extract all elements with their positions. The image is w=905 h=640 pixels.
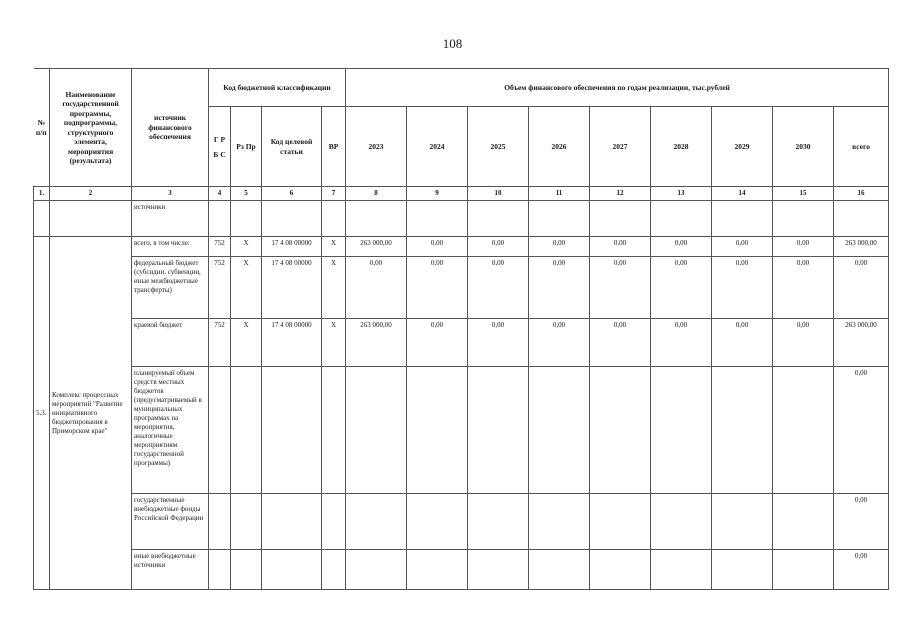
value-cell: 0,00 xyxy=(651,237,712,257)
header-vr: ВР xyxy=(322,107,346,187)
header-volume: Объем финансового обеспечения по годам реализации, тыс.рублей xyxy=(346,69,889,107)
column-number: 9 xyxy=(407,187,468,201)
grbs-cell: 752 xyxy=(209,319,231,367)
source-cell: всего, в том числе: xyxy=(132,237,209,257)
column-number: 10 xyxy=(468,187,529,201)
header-year-2027: 2027 xyxy=(590,107,651,187)
value-cell: 0,00 xyxy=(712,237,773,257)
header-no: № п/п xyxy=(34,69,50,187)
value-cell: 263 000,00 xyxy=(346,319,407,367)
column-number: 8 xyxy=(346,187,407,201)
vr-cell: X xyxy=(322,257,346,319)
column-number: 5 xyxy=(231,187,262,201)
header-year-2023: 2023 xyxy=(346,107,407,187)
table-row xyxy=(34,494,889,550)
column-number: 6 xyxy=(262,187,322,201)
vr-cell: X xyxy=(322,319,346,367)
value-cell: 263 000,00 xyxy=(346,237,407,257)
source-cell: иные внебюджетные источники xyxy=(132,550,209,590)
event-number: 5.3. xyxy=(34,237,50,590)
budget-table xyxy=(33,68,889,590)
value-cell: 0,00 xyxy=(590,319,651,367)
value-cell: 0,00 xyxy=(407,319,468,367)
value-cell: 0,00 xyxy=(773,319,834,367)
column-number: 14 xyxy=(712,187,773,201)
event-name: Комплекс процессных мероприятий "Развитие инициативного бюджетирования в Приморском крае" xyxy=(50,237,132,590)
grbs-cell: 752 xyxy=(209,257,231,319)
rzpr-cell: X xyxy=(231,319,262,367)
table-row xyxy=(34,257,889,319)
header-source: источник финансового обеспечения xyxy=(132,69,209,187)
page-number: 108 xyxy=(442,36,463,51)
header-year-2028: 2028 xyxy=(651,107,712,187)
source-cell: источники xyxy=(132,201,209,237)
header-target: Код целевой статьи xyxy=(262,107,322,187)
header-total: всего xyxy=(834,107,889,187)
header-year-2030: 2030 xyxy=(773,107,834,187)
table-row xyxy=(34,319,889,367)
column-number: 4 xyxy=(209,187,231,201)
total-cell: 263 000,00 xyxy=(834,319,889,367)
header-year-2029: 2029 xyxy=(712,107,773,187)
header-year-2024: 2024 xyxy=(407,107,468,187)
value-cell: 0,00 xyxy=(712,257,773,319)
table-row xyxy=(34,237,889,257)
column-number: 1. xyxy=(34,187,50,201)
value-cell: 0,00 xyxy=(773,237,834,257)
value-cell: 0,00 xyxy=(529,319,590,367)
header-year-2026: 2026 xyxy=(529,107,590,187)
value-cell: 0,00 xyxy=(590,257,651,319)
column-number: 12 xyxy=(590,187,651,201)
value-cell: 0,00 xyxy=(468,237,529,257)
table-row xyxy=(34,367,889,494)
table-row xyxy=(34,201,889,237)
total-cell: 0,00 xyxy=(834,367,889,494)
value-cell: 0,00 xyxy=(651,319,712,367)
header-rzpr: Рз Пр xyxy=(231,107,262,187)
value-cell: 0,00 xyxy=(773,257,834,319)
value-cell: 0,00 xyxy=(468,257,529,319)
value-cell: 0,00 xyxy=(529,257,590,319)
column-number: 3 xyxy=(132,187,209,201)
header-row-1 xyxy=(34,69,889,107)
grbs-cell: 752 xyxy=(209,237,231,257)
value-cell: 0,00 xyxy=(651,257,712,319)
rzpr-cell: X xyxy=(231,257,262,319)
total-cell: 0,00 xyxy=(834,494,889,550)
target-cell: 17 4 08 00000 xyxy=(262,319,322,367)
header-name: Наименование государственной программы, подпрограммы, структурного элемента, мероприятия (результата) xyxy=(50,69,132,187)
value-cell: 0,00 xyxy=(529,237,590,257)
column-number: 13 xyxy=(651,187,712,201)
value-cell: 0,00 xyxy=(468,319,529,367)
column-number: 2 xyxy=(50,187,132,201)
header-year-2025: 2025 xyxy=(468,107,529,187)
value-cell: 0,00 xyxy=(407,257,468,319)
column-number-row xyxy=(34,187,889,201)
source-cell: краевой бюджет xyxy=(132,319,209,367)
target-cell: 17 4 08 00000 xyxy=(262,257,322,319)
value-cell: 0,00 xyxy=(346,257,407,319)
total-cell: 0,00 xyxy=(834,550,889,590)
column-number: 16 xyxy=(834,187,889,201)
value-cell: 0,00 xyxy=(407,237,468,257)
header-budget-code: Код бюджетной классификации xyxy=(209,69,346,107)
source-cell: государственные внебюджетные фонды Российской Федерации xyxy=(132,494,209,550)
source-cell: федеральный бюджет (субсидии, субвенции, иные межбюджетные трансферты) xyxy=(132,257,209,319)
column-number: 7 xyxy=(322,187,346,201)
column-number: 15 xyxy=(773,187,834,201)
table-row xyxy=(34,550,889,590)
target-cell: 17 4 08 00000 xyxy=(262,237,322,257)
rzpr-cell: X xyxy=(231,237,262,257)
value-cell: 0,00 xyxy=(712,319,773,367)
vr-cell: X xyxy=(322,237,346,257)
header-grbs: Г Р Б С xyxy=(209,107,231,187)
source-cell: планируемый объем средств местных бюджетов (предусматриваемый в муниципальных программах на мероприятия, аналогичные мероприятиям государственной программы) xyxy=(132,367,209,494)
total-cell: 263 000,00 xyxy=(834,237,889,257)
column-number: 11 xyxy=(529,187,590,201)
total-cell: 0,00 xyxy=(834,257,889,319)
value-cell: 0,00 xyxy=(590,237,651,257)
